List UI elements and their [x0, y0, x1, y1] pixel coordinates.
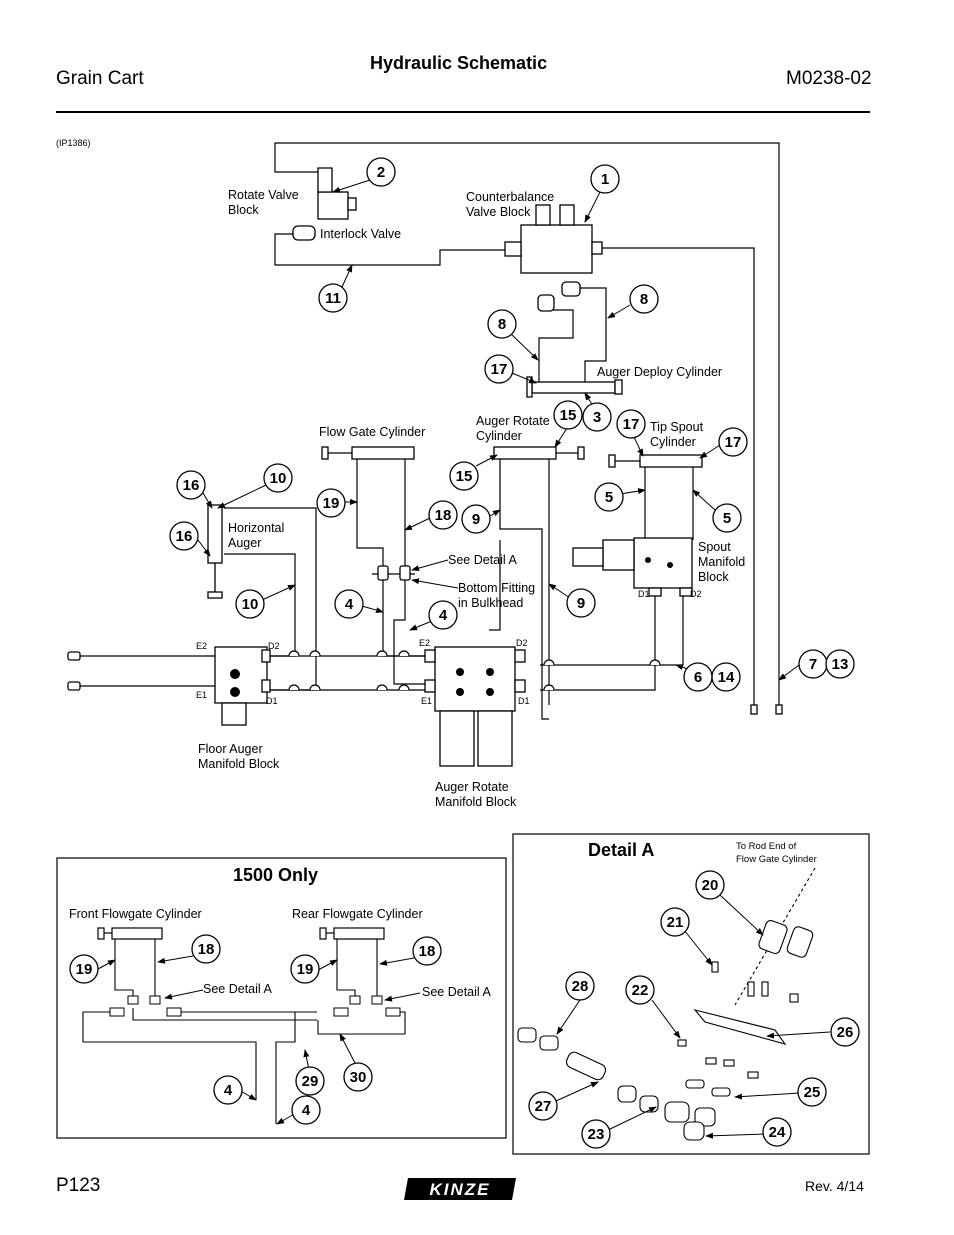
callout-4-inset-a: [214, 1076, 242, 1104]
svg-text:21: 21: [666, 914, 684, 931]
svg-text:Manifold Block: Manifold Block: [435, 795, 517, 809]
revision: Rev. 4/14: [805, 1178, 864, 1194]
callout-19-front: [70, 955, 98, 983]
detail-a-panel: [513, 834, 869, 1154]
callout-8b: [488, 310, 516, 338]
label-flowgate: Flow Gate Cylinder: [319, 425, 426, 439]
label-floor-auger-manifold: Floor Auger: [198, 742, 263, 756]
callout-10a: [264, 464, 292, 492]
svg-text:E1: E1: [196, 690, 208, 700]
svg-text:24: 24: [768, 1124, 786, 1141]
svg-text:E2: E2: [196, 641, 208, 651]
svg-text:Manifold: Manifold: [698, 555, 746, 569]
svg-text:17: 17: [724, 434, 742, 451]
callout-22: [626, 976, 654, 1004]
callout-11: [319, 284, 347, 312]
svg-text:10: 10: [241, 596, 259, 613]
kinze-logo: [404, 1176, 520, 1202]
svg-text:7: 7: [808, 656, 818, 673]
svg-text:Cylinder: Cylinder: [476, 429, 522, 443]
callout-9b: [567, 589, 595, 617]
label-tip-spout: Tip Spout: [650, 420, 704, 434]
svg-text:16: 16: [182, 477, 200, 494]
svg-text:Manifold Block: Manifold Block: [198, 757, 280, 771]
label-interlock: Interlock Valve: [320, 227, 402, 241]
svg-text:19: 19: [75, 961, 93, 978]
svg-text:Block: Block: [698, 570, 729, 584]
svg-text:17: 17: [490, 361, 508, 378]
callout-19: [317, 489, 345, 517]
callout-15a: [554, 401, 582, 429]
callout-17a: [485, 355, 513, 383]
svg-text:KINZE: KINZE: [429, 1180, 491, 1199]
svg-text:23: 23: [587, 1126, 605, 1143]
header-product: Grain Cart: [56, 68, 144, 89]
svg-text:9: 9: [471, 511, 481, 528]
callout-4-inset-b: [292, 1096, 320, 1124]
svg-text:28: 28: [571, 978, 589, 995]
svg-text:2: 2: [376, 164, 386, 181]
svg-text:4: 4: [223, 1082, 233, 1099]
callout-10b: [236, 590, 264, 618]
svg-text:22: 22: [631, 982, 649, 999]
callout-28: [566, 972, 594, 1000]
callout-2: [367, 158, 395, 186]
label-deploy-cyl: Auger Deploy Cylinder: [597, 365, 723, 379]
callout-5a: [595, 483, 623, 511]
svg-text:Cylinder: Cylinder: [650, 435, 696, 449]
callout-15b: [450, 462, 478, 490]
callout-6: [684, 663, 712, 691]
page-number: P123: [56, 1175, 101, 1196]
callout-30: [344, 1063, 372, 1091]
manual-number: M0238-02: [786, 68, 872, 89]
callout-18-front: [192, 935, 220, 963]
callout-16a: [177, 471, 205, 499]
svg-text:19: 19: [296, 961, 314, 978]
svg-text:4: 4: [301, 1102, 311, 1119]
svg-text:27: 27: [534, 1098, 552, 1115]
callout-23: [582, 1120, 610, 1148]
callout-8a: [630, 285, 658, 313]
svg-text:D2: D2: [516, 638, 528, 648]
svg-text:1: 1: [600, 171, 610, 188]
inset-title: 1500 Only: [233, 865, 319, 885]
label-see-detail: See Detail A: [448, 553, 517, 567]
callout-14: [712, 663, 740, 691]
svg-text:E1: E1: [421, 696, 433, 706]
svg-text:11: 11: [325, 290, 341, 307]
svg-text:25: 25: [803, 1084, 821, 1101]
callout-4b: [429, 601, 457, 629]
label-bottom-fitting: Bottom Fitting: [458, 581, 536, 595]
svg-text:18: 18: [197, 941, 215, 958]
svg-text:4: 4: [438, 607, 448, 624]
diagram-id: (IP1386): [56, 138, 91, 148]
svg-text:D1: D1: [518, 696, 530, 706]
svg-text:18: 18: [434, 507, 452, 524]
svg-text:9: 9: [576, 595, 586, 612]
label-counterbalance: Counterbalance: [466, 190, 555, 204]
inset-1500-only: [57, 858, 506, 1138]
label-spout-manifold: Spout: [698, 540, 731, 554]
svg-text:13: 13: [831, 656, 849, 673]
callout-9a: [462, 505, 490, 533]
svg-text:D1: D1: [638, 589, 650, 599]
svg-text:Flow Gate Cylinder: Flow Gate Cylinder: [736, 854, 817, 865]
svg-text:15: 15: [559, 407, 577, 424]
callout-29: [296, 1067, 324, 1095]
callout-25: [798, 1078, 826, 1106]
callout-18: [429, 501, 457, 529]
label-see-detail-rear: See Detail A: [422, 985, 491, 999]
svg-text:8: 8: [639, 291, 649, 308]
callout-13: [826, 650, 854, 678]
callout-27: [529, 1092, 557, 1120]
callout-21: [661, 908, 689, 936]
callout-17b: [617, 410, 645, 438]
svg-text:D2: D2: [690, 589, 702, 599]
svg-text:29: 29: [301, 1073, 319, 1090]
svg-text:E2: E2: [419, 638, 431, 648]
svg-text:8: 8: [497, 316, 507, 333]
svg-text:18: 18: [418, 943, 436, 960]
svg-text:26: 26: [836, 1024, 854, 1041]
svg-text:Auger: Auger: [228, 536, 262, 550]
svg-text:in Bulkhead: in Bulkhead: [458, 596, 524, 610]
label-rotate-valve: Rotate Valve: [228, 188, 299, 202]
components: [68, 168, 782, 766]
callout-24: [763, 1118, 791, 1146]
svg-text:Block: Block: [228, 203, 259, 217]
svg-text:30: 30: [349, 1069, 367, 1086]
callout-19-rear: [291, 955, 319, 983]
label-rotate-cyl: Auger Rotate: [476, 414, 550, 428]
svg-text:D2: D2: [268, 641, 280, 651]
callout-3: [583, 403, 611, 431]
callout-5b: [713, 504, 741, 532]
label-see-detail-front: See Detail A: [203, 982, 272, 996]
svg-text:19: 19: [322, 495, 340, 512]
svg-text:4: 4: [344, 596, 354, 613]
callout-7: [799, 650, 827, 678]
svg-text:17: 17: [622, 416, 640, 433]
callout-16b: [170, 522, 198, 550]
svg-text:14: 14: [717, 669, 735, 686]
callout-4a: [335, 590, 363, 618]
svg-text:5: 5: [722, 510, 732, 527]
svg-text:3: 3: [592, 409, 602, 426]
svg-text:15: 15: [455, 468, 473, 485]
callout-17c: [719, 428, 747, 456]
callout-1: [591, 165, 619, 193]
detail-a-note: To Rod End of: [736, 841, 797, 852]
svg-text:5: 5: [604, 489, 614, 506]
svg-text:10: 10: [269, 470, 287, 487]
label-front-flowgate: Front Flowgate Cylinder: [69, 907, 202, 921]
label-rear-flowgate: Rear Flowgate Cylinder: [292, 907, 423, 921]
detail-a-title: Detail A: [588, 840, 655, 860]
svg-text:16: 16: [175, 528, 193, 545]
label-rotate-manifold: Auger Rotate: [435, 780, 509, 794]
callout-20: [696, 871, 724, 899]
svg-text:6: 6: [693, 669, 703, 686]
callout-18-rear: [413, 937, 441, 965]
label-horizontal-auger: Horizontal: [228, 521, 285, 535]
callout-26: [831, 1018, 859, 1046]
page-title: Hydraulic Schematic: [370, 53, 548, 73]
svg-text:Valve Block: Valve Block: [466, 205, 531, 219]
svg-text:D1: D1: [266, 696, 278, 706]
svg-text:20: 20: [701, 877, 719, 894]
